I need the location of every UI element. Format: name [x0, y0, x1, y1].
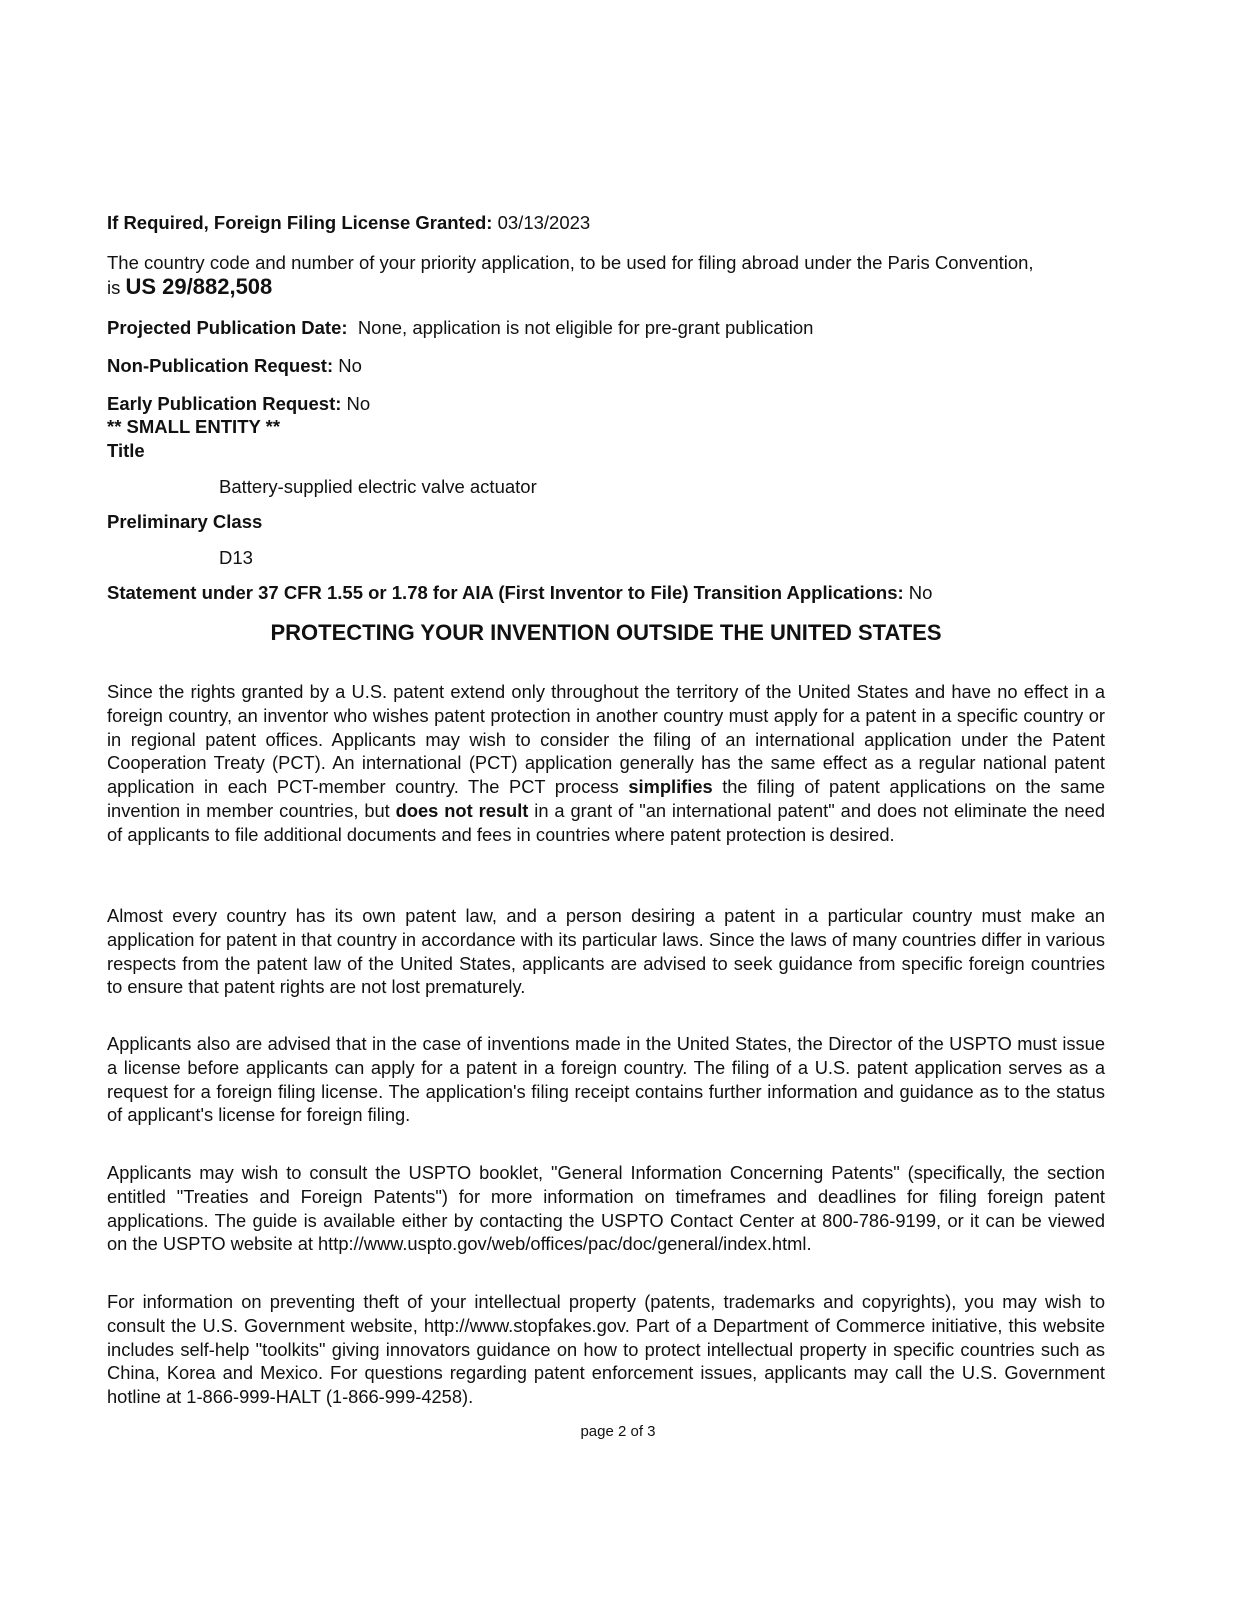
early-publication-row [107, 393, 370, 415]
paragraph-foreign-law: Almost every country has its own patent law, and a person desiring a patent in a particular country must make an application for patent in that country in accordance with its particular laws. Since the laws of many countries differ in various respects from the patent law of the United States, applicants are advised to seek guidance from specific foreign countries to ensure that patent rights are not lost prematurely. [107, 905, 1105, 998]
early-publication-label: Early Publication Request: [107, 393, 342, 414]
early-publication-value: No [341, 393, 371, 414]
paragraph-pct-text-3: in a grant of "an international patent" and does not eliminate the need of applicants to file additional documents and fees in countries where patent protection is desired. [107, 799, 1105, 845]
paragraph-uspto-booklet: Applicants may wish to consult the USPTO booklet, "General Information Concerning Patents" (specifically, the section entitled "Treaties and Foreign Patents") for more information on timeframes and deadlines for filing foreign patent applications. The guide is available either by contacting the USPTO Contact Center at 800-786-9199, or it can be viewed on the USPTO website at http://www.uspto.gov/web/offices/pac/doc/general/index.html. [107, 1162, 1105, 1255]
page-number: page 2 of 3 [580, 1423, 656, 1440]
paragraph-pct [107, 680, 1105, 847]
paragraph-stopfakes: For information on preventing theft of your intellectual property (patents, trademarks and copyrights), you may wish to consult the U.S. Government website, http://www.stopfakes.gov. Part of a Department of Commerce initiative, this website includes self-help "toolkits" giving innovators guidance on how to protect intellectual property in specific countries such as China, Korea and Mexico. For questions regarding patent enforcement issues, applicants may call the U.S. Government hotline at 1-866-999-HALT (1-866-999-4258). [107, 1291, 1105, 1408]
paragraph-foreign-license: Applicants also are advised that in the case of inventions made in the United States, the Director of the USPTO must issue a license before applicants can apply for a patent in a foreign country. The filing of a U.S. patent application serves as a request for a foreign filing license. The application's filing receipt contains further information and guidance as to the status of applicant's license for foreign filing. [107, 1033, 1105, 1126]
aia-statement-row [107, 582, 932, 604]
emphasis-simplifies: simplifies [628, 776, 713, 798]
non-publication-row [107, 355, 362, 377]
projected-publication-value: None, application is not eligible for pre-grant publication [347, 317, 814, 338]
priority-application-row [107, 276, 272, 299]
priority-is-text: is [107, 277, 126, 298]
priority-application-number: US 29/882,508 [125, 274, 273, 299]
projected-publication-label: Projected Publication Date: [107, 317, 348, 338]
foreign-filing-license-value: 03/13/2023 [492, 212, 591, 233]
projected-publication-row [107, 317, 813, 339]
non-publication-value: No [333, 355, 362, 376]
foreign-filing-license-label: If Required, Foreign Filing License Granted: [107, 212, 493, 233]
aia-statement-label: Statement under 37 CFR 1.55 or 1.78 for AIA (First Inventor to File) Transition Applications: [107, 582, 904, 603]
title-label: Title [107, 440, 145, 461]
section-heading: PROTECTING YOUR INVENTION OUTSIDE THE UNITED STATES [270, 620, 942, 645]
preliminary-class-label: Preliminary Class [107, 511, 263, 532]
emphasis-does-not-result: does not result [395, 799, 529, 821]
non-publication-label: Non-Publication Request: [107, 355, 334, 376]
paragraph-pct-text-1: Since the rights granted by a U.S. patent extend only throughout the territory of the United States and have no effect in a foreign country, an inventor who wishes patent protection in another country must apply for a patent in a specific country or in regional patent offices. Applicants may wish to consider the filing of an international application under the Patent Cooperation Treaty (PCT). An international (PCT) application generally has the same effect as a regular national patent application in each PCT-member country. The PCT process [107, 681, 1105, 798]
small-entity-label: ** SMALL ENTITY ** [107, 416, 281, 437]
priority-application-text: The country code and number of your priority application, to be used for filing abroad under the Paris Convention, [107, 252, 1034, 273]
paragraph-pct-text-2: the filing of patent applications on the same invention in member countries, but [107, 776, 1106, 821]
foreign-filing-license-row [107, 212, 590, 234]
title-value: Battery-supplied electric valve actuator [219, 476, 537, 497]
aia-statement-value: No [903, 582, 933, 603]
preliminary-class-value: D13 [219, 547, 253, 568]
